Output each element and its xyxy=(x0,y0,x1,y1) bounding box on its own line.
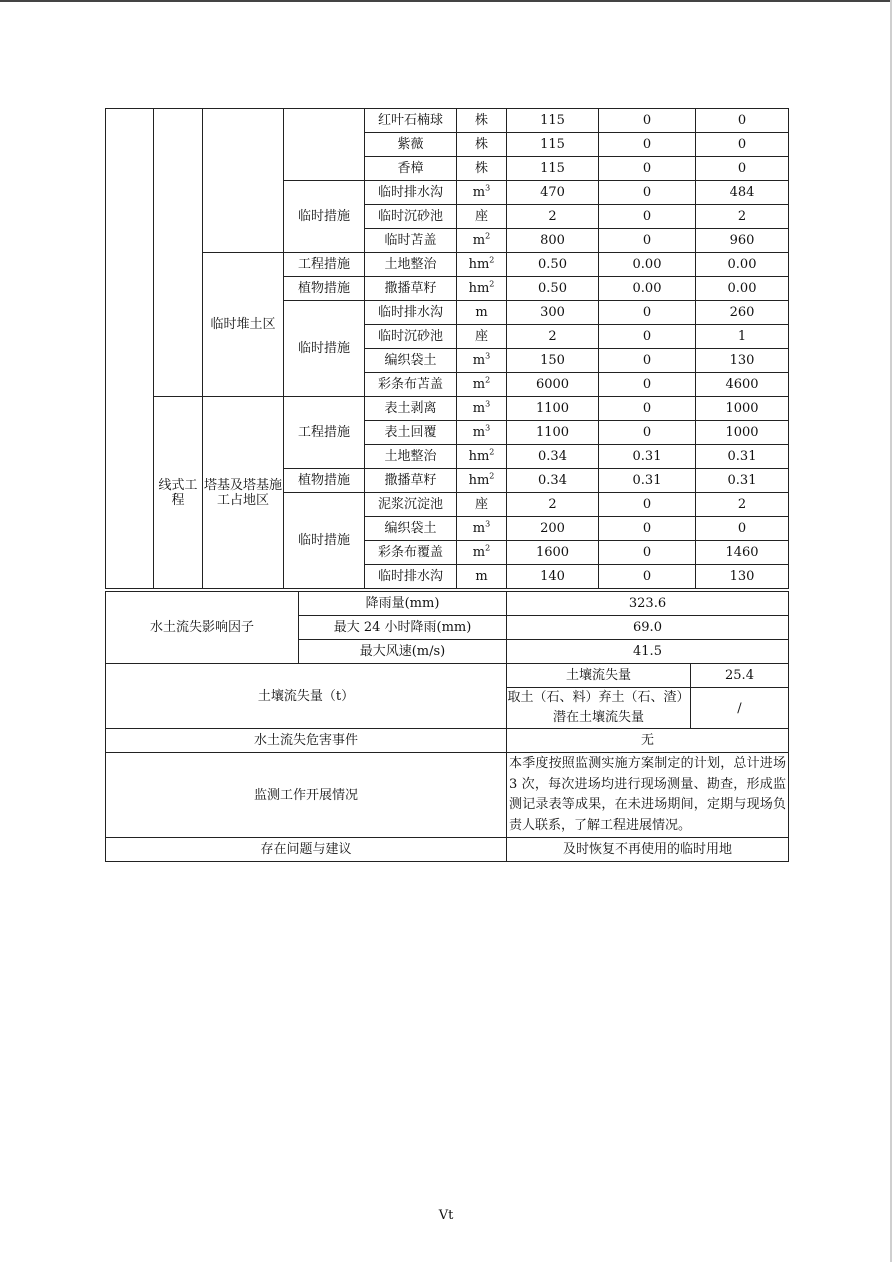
value-cell: 1000 xyxy=(696,397,789,421)
unit-cell: 株 xyxy=(457,157,507,181)
page-number: Vt xyxy=(438,1208,454,1223)
value-cell: 1460 xyxy=(696,541,789,565)
value-cell: 4600 xyxy=(696,373,789,397)
value-cell: 0 xyxy=(696,517,789,541)
value-cell: 6000 xyxy=(507,373,599,397)
item-cell: 临时沉砂池 xyxy=(365,325,457,349)
value-cell: 0 xyxy=(599,109,696,133)
measure-type-cell: 临时措施 xyxy=(284,181,365,253)
measure-type-cell: 植物措施 xyxy=(284,277,365,301)
max-wind-value: 41.5 xyxy=(507,640,789,664)
value-cell: 115 xyxy=(507,133,599,157)
table-row xyxy=(106,838,789,862)
value-cell: 0.00 xyxy=(696,277,789,301)
value-cell: 0 xyxy=(599,301,696,325)
unit-cell: $hm^2$ xyxy=(457,277,507,301)
item-cell: 表土回覆 xyxy=(365,421,457,445)
item-cell: 土地整治 xyxy=(365,445,457,469)
issues-value: 及时恢复不再使用的临时用地 xyxy=(507,838,789,862)
potential-loss-value: / xyxy=(691,688,789,729)
value-cell: 800 xyxy=(507,229,599,253)
value-cell: 0 xyxy=(599,373,696,397)
value-cell: 0 xyxy=(696,133,789,157)
rainfall-label: 降雨量(mm) xyxy=(299,592,507,616)
value-cell: 0.31 xyxy=(599,445,696,469)
value-cell: 1600 xyxy=(507,541,599,565)
value-cell: 150 xyxy=(507,349,599,373)
item-cell: 临时排水沟 xyxy=(365,565,457,589)
value-cell: 0.00 xyxy=(599,253,696,277)
value-cell: 130 xyxy=(696,565,789,589)
soil-loss-value: 25.4 xyxy=(691,664,789,688)
unit-cell: $hm^2$ xyxy=(457,469,507,493)
value-cell: 0 xyxy=(599,325,696,349)
value-cell: 0.00 xyxy=(696,253,789,277)
value-cell: 1 xyxy=(696,325,789,349)
item-cell: 撒播草籽 xyxy=(365,469,457,493)
unit-cell: 株 xyxy=(457,109,507,133)
unit-cell: $hm^2$ xyxy=(457,253,507,277)
unit-cell: 座 xyxy=(457,325,507,349)
unit-cell: $m^2$ xyxy=(457,373,507,397)
unit-cell: $m^3$ xyxy=(457,181,507,205)
value-cell: 0.34 xyxy=(507,469,599,493)
unit-cell: $m^2$ xyxy=(457,541,507,565)
unit-cell: $m^3$ xyxy=(457,397,507,421)
item-cell: 香樟 xyxy=(365,157,457,181)
value-cell: 115 xyxy=(507,157,599,181)
issues-label: 存在问题与建议 xyxy=(106,838,507,862)
hazard-value: 无 xyxy=(507,729,789,753)
table-row xyxy=(106,109,789,133)
rainfall-value: 323.6 xyxy=(507,592,789,616)
value-cell: 115 xyxy=(507,109,599,133)
measure-type-cell: 植物措施 xyxy=(284,469,365,493)
factors-label: 水土流失影响因子 xyxy=(106,592,299,664)
unit-cell: m xyxy=(457,565,507,589)
value-cell: 0 xyxy=(599,181,696,205)
value-cell: 2 xyxy=(507,325,599,349)
value-cell: 0.31 xyxy=(696,445,789,469)
table-row xyxy=(106,592,789,616)
unit-cell: 座 xyxy=(457,493,507,517)
unit-cell: $m^3$ xyxy=(457,349,507,373)
value-cell: 960 xyxy=(696,229,789,253)
value-cell: 260 xyxy=(696,301,789,325)
max24-rain-label: 最大 24 小时降雨(mm) xyxy=(299,616,507,640)
value-cell: 2 xyxy=(696,205,789,229)
potential-loss-label: 取土（石、料）弃土（石、渣）潜在土壤流失量 xyxy=(507,688,691,729)
value-cell: 0.34 xyxy=(507,445,599,469)
max24-rain-value: 69.0 xyxy=(507,616,789,640)
value-cell: 0 xyxy=(696,157,789,181)
soil-loss-sub-label: 土壤流失量 xyxy=(507,664,691,688)
value-cell: 0 xyxy=(599,205,696,229)
value-cell: 0 xyxy=(599,229,696,253)
value-cell: 2 xyxy=(507,205,599,229)
value-cell: 0 xyxy=(599,397,696,421)
value-cell: 470 xyxy=(507,181,599,205)
area-cell: 塔基及塔基施工占地区 xyxy=(203,397,284,589)
value-cell: 2 xyxy=(696,493,789,517)
measure-type-cell: 临时措施 xyxy=(284,301,365,397)
measure-type-cell: 工程措施 xyxy=(284,397,365,469)
item-cell: 土地整治 xyxy=(365,253,457,277)
value-cell: 140 xyxy=(507,565,599,589)
table-row xyxy=(106,729,789,753)
hazard-label: 水土流失危害事件 xyxy=(106,729,507,753)
item-cell: 临时排水沟 xyxy=(365,301,457,325)
monitoring-text: 本季度按照监测实施方案制定的计划，总计进场 3 次，每次进场均进行现场测量、勘查，形成监测记录表等成果，在未进场期间，定期与现场负责人联系，了解工程进展情况。 xyxy=(507,753,789,838)
measure-type-cell: 工程措施 xyxy=(284,253,365,277)
value-cell: 0 xyxy=(599,517,696,541)
item-cell: 表土剥离 xyxy=(365,397,457,421)
table-row xyxy=(106,397,789,421)
unit-cell: m xyxy=(457,301,507,325)
value-cell: 0 xyxy=(599,421,696,445)
item-cell: 彩条布覆盖 xyxy=(365,541,457,565)
measure-type-cell: 临时措施 xyxy=(284,493,365,589)
item-cell: 临时沉砂池 xyxy=(365,205,457,229)
table-row xyxy=(106,253,789,277)
value-cell: 0.00 xyxy=(599,277,696,301)
blank-cell xyxy=(154,109,203,397)
item-cell: 编织袋土 xyxy=(365,517,457,541)
value-cell: 130 xyxy=(696,349,789,373)
value-cell: 0.50 xyxy=(507,277,599,301)
measures-table xyxy=(105,108,789,589)
value-cell: 484 xyxy=(696,181,789,205)
table-row xyxy=(106,753,789,838)
unit-cell: 座 xyxy=(457,205,507,229)
value-cell: 300 xyxy=(507,301,599,325)
unit-cell: $m^3$ xyxy=(457,517,507,541)
soil-loss-label: 土壤流失量（t） xyxy=(106,664,507,729)
unit-cell: $hm^2$ xyxy=(457,445,507,469)
value-cell: 1000 xyxy=(696,421,789,445)
value-cell: 0 xyxy=(599,349,696,373)
table-row xyxy=(106,664,789,688)
blank-cell xyxy=(106,109,154,589)
item-cell: 红叶石楠球 xyxy=(365,109,457,133)
blank-cell xyxy=(284,109,365,181)
item-cell: 泥浆沉淀池 xyxy=(365,493,457,517)
summary-table xyxy=(105,591,789,862)
value-cell: 1100 xyxy=(507,397,599,421)
area-cell: 临时堆土区 xyxy=(203,253,284,397)
value-cell: 0 xyxy=(599,565,696,589)
unit-cell: $m^2$ xyxy=(457,229,507,253)
item-cell: 彩条布苫盖 xyxy=(365,373,457,397)
blank-cell xyxy=(203,109,284,253)
item-cell: 紫薇 xyxy=(365,133,457,157)
value-cell: 0.31 xyxy=(696,469,789,493)
monitoring-label: 监测工作开展情况 xyxy=(106,753,507,838)
item-cell: 临时苫盖 xyxy=(365,229,457,253)
unit-cell: $m^3$ xyxy=(457,421,507,445)
unit-cell: 株 xyxy=(457,133,507,157)
item-cell: 临时排水沟 xyxy=(365,181,457,205)
value-cell: 200 xyxy=(507,517,599,541)
max-wind-label: 最大风速(m/s) xyxy=(299,640,507,664)
item-cell: 编织袋土 xyxy=(365,349,457,373)
value-cell: 0 xyxy=(696,109,789,133)
value-cell: 0.50 xyxy=(507,253,599,277)
value-cell: 0 xyxy=(599,157,696,181)
page-top-border xyxy=(0,0,892,2)
value-cell: 1100 xyxy=(507,421,599,445)
value-cell: 0 xyxy=(599,133,696,157)
value-cell: 0 xyxy=(599,541,696,565)
value-cell: 0.31 xyxy=(599,469,696,493)
item-cell: 撒播草籽 xyxy=(365,277,457,301)
value-cell: 0 xyxy=(599,493,696,517)
project-type-cell: 线式工程 xyxy=(154,397,203,589)
value-cell: 2 xyxy=(507,493,599,517)
